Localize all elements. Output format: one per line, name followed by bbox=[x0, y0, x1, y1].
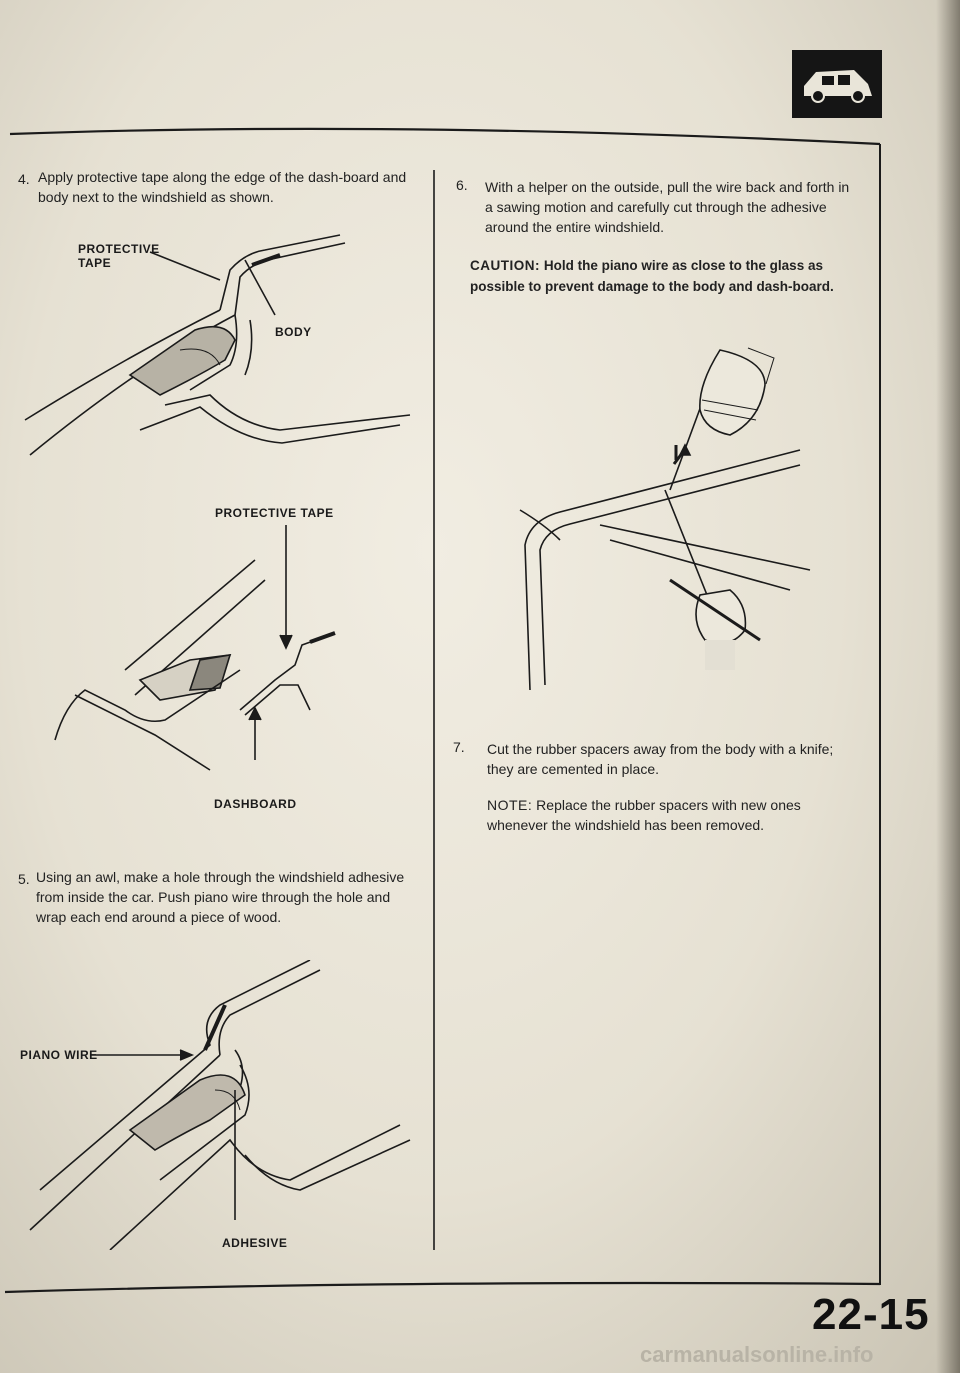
watermark: carmanualsonline.info bbox=[640, 1342, 874, 1367]
caution-text: Hold the piano wire as close to the glass as possible to prevent damage to the body and dash-board. bbox=[470, 258, 834, 294]
piano-wire-arrow bbox=[88, 1046, 198, 1066]
callout-dashboard: DASHBOARD bbox=[214, 797, 297, 811]
page-number: 22-15 bbox=[812, 1290, 930, 1339]
step-4-text: Apply protective tape along the edge of the dash-board and body next to the windshield as shown. bbox=[38, 169, 407, 205]
callout-body: BODY bbox=[275, 325, 312, 339]
step-5-text: Using an awl, make a hole through the windshield adhesive from inside the car. Push piano wire through the hole and wrap each end around a piece of wood. bbox=[36, 869, 405, 925]
illustration-sawing-wire bbox=[490, 340, 830, 690]
step-7-text: Cut the rubber spacers away from the body with a knife; they are cemented in place. bbox=[487, 741, 834, 777]
step-6-number: 6. bbox=[456, 177, 468, 193]
step-6-text: With a helper on the outside, pull the wire back and forth in a sawing motion and carefully cut through the adhesive around the entire windshield. bbox=[485, 179, 850, 235]
note-text: Replace the rubber spacers with new ones whenever the windshield has been removed. bbox=[487, 797, 801, 833]
step-7-number: 7. bbox=[453, 739, 465, 755]
callout-adhesive: ADHESIVE bbox=[222, 1236, 288, 1250]
callout-protective-tape-2: PROTECTIVE TAPE bbox=[215, 506, 334, 520]
step-4-number: 4. bbox=[18, 171, 30, 187]
illustration-piano-wire-adhesive bbox=[20, 960, 420, 1250]
step-7-note bbox=[487, 795, 852, 835]
caution-label: CAUTION: bbox=[470, 258, 540, 273]
step-6-caution bbox=[470, 255, 850, 297]
illustration-dashboard bbox=[40, 520, 400, 790]
callout-piano-wire: PIANO WIRE bbox=[20, 1048, 98, 1062]
step-5-number: 5. bbox=[18, 871, 30, 887]
callout-protective-tape-1: PROTECTIVE TAPE bbox=[78, 242, 160, 270]
page-edge-shadow bbox=[936, 0, 960, 1373]
note-label: NOTE: bbox=[487, 797, 533, 813]
